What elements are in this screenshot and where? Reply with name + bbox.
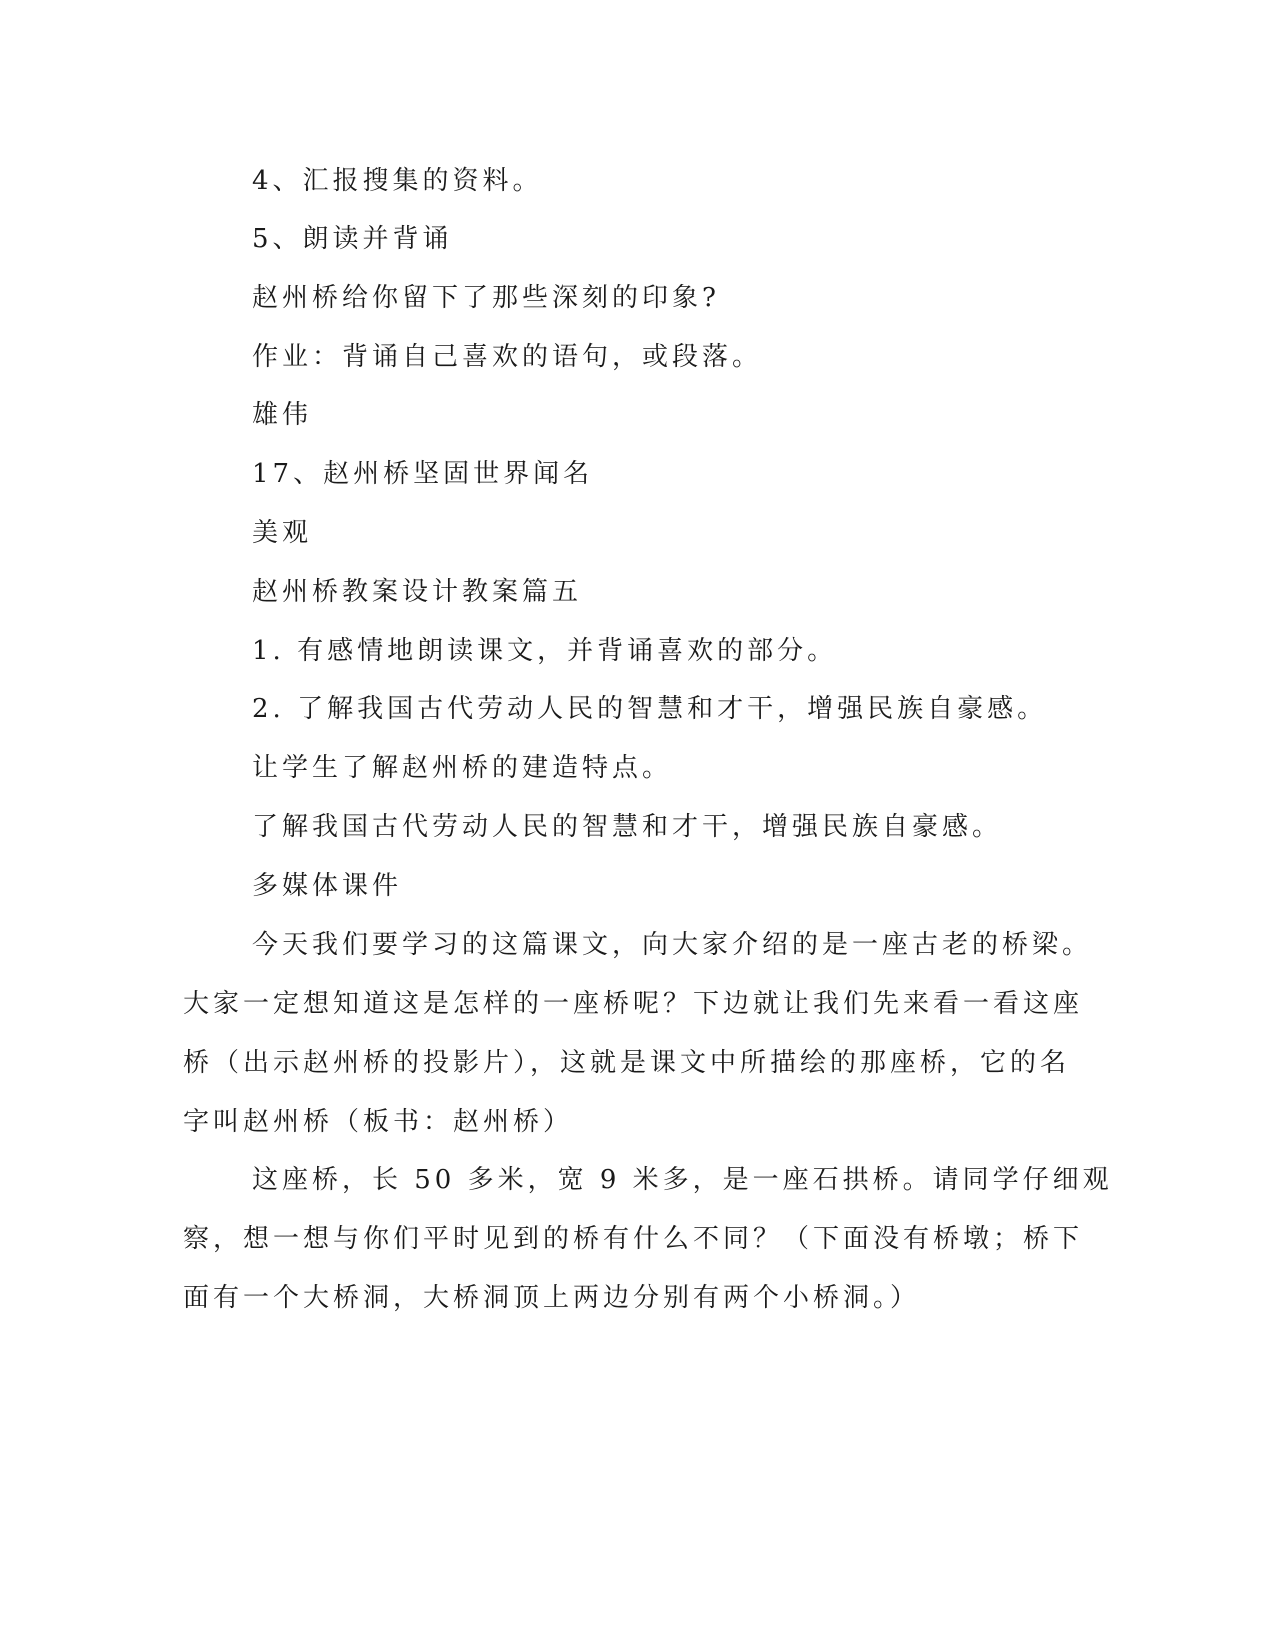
text-line: 美观	[252, 518, 313, 548]
paragraph-line: 面有一个大桥洞，大桥洞顶上两边分别有两个小桥洞。）	[183, 1283, 921, 1313]
text-line: 了解我国古代劳动人民的智慧和才干，增强民族自豪感。	[252, 812, 1003, 842]
text-line: 赵州桥给你留下了那些深刻的印象?	[252, 283, 720, 313]
paragraph-line: 今天我们要学习的这篇课文，向大家介绍的是一座古老的桥梁。	[252, 930, 1093, 960]
text-line: 4、汇报搜集的资料。	[252, 166, 543, 196]
text-line: 作业：背诵自己喜欢的语句，或段落。	[252, 342, 763, 372]
paragraph-line: 桥（出示赵州桥的投影片），这就是课文中所描绘的那座桥，它的名	[183, 1048, 1071, 1078]
text-line: 5、朗读并背诵	[252, 224, 453, 254]
text-line: 雄伟	[252, 400, 313, 430]
text-line: 17、赵州桥坚固世界闻名	[252, 459, 594, 489]
paragraph-line: 这座桥，长 50 多米，宽 9 米多，是一座石拱桥。请同学仔细观	[252, 1165, 1113, 1195]
paragraph-line: 大家一定想知道这是怎样的一座桥呢？下边就让我们先来看一看这座	[183, 989, 1084, 1019]
text-line: 让学生了解赵州桥的建造特点。	[252, 753, 673, 783]
text-line: 2. 了解我国古代劳动人民的智慧和才干，增强民族自豪感。	[252, 694, 1048, 724]
text-line: 多媒体课件	[252, 871, 403, 901]
paragraph-line: 字叫赵州桥（板书：赵州桥）	[183, 1107, 574, 1137]
text-line: 1. 有感情地朗读课文，并背诵喜欢的部分。	[252, 636, 838, 666]
paragraph-line: 察，想一想与你们平时见到的桥有什么不同？（下面没有桥墩；桥下	[183, 1224, 1084, 1254]
section-heading: 赵州桥教案设计教案篇五	[252, 577, 583, 607]
